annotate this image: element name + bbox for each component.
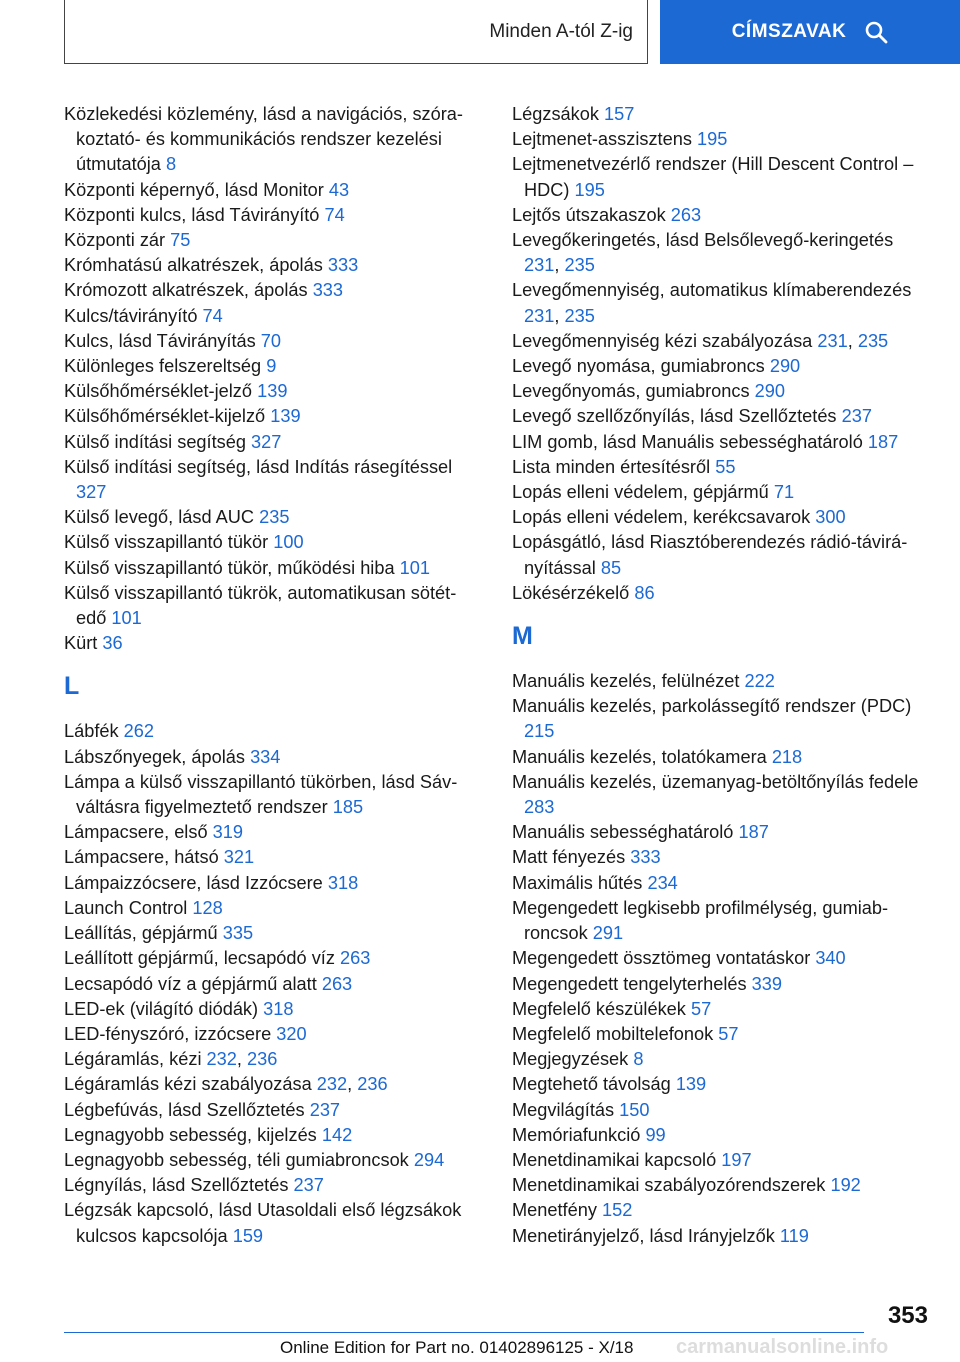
index-entry (512, 530, 932, 580)
index-entry (64, 921, 480, 946)
index-entry (64, 871, 480, 896)
page-link[interactable]: 139 (675, 1074, 707, 1095)
page-link[interactable]: 236 (357, 1074, 388, 1095)
page-link[interactable]: 333 (312, 280, 344, 301)
entry-term: Légáramlás, kézi (64, 1049, 202, 1070)
page-link[interactable]: 320 (276, 1023, 307, 1044)
page-link[interactable]: 263 (670, 204, 702, 225)
page-link[interactable]: 300 (815, 507, 846, 528)
entry-term: Légáramlás kézi szabályozása (64, 1074, 312, 1095)
entry-term: Légnyílás, lásd Szellőztetés (64, 1175, 289, 1196)
entry-term: LED-fényszóró, izzócsere (64, 1023, 272, 1044)
page-number: 353 (887, 1302, 928, 1329)
page-link[interactable]: 195 (574, 179, 605, 200)
index-entry (64, 1148, 480, 1173)
page-link[interactable]: 263 (340, 948, 371, 969)
page-link[interactable]: 290 (769, 356, 801, 377)
page-link[interactable]: 101 (399, 557, 431, 578)
entry-term: Lejtmenetvezérlő rendszer (Hill Descent Control – HDC) (512, 154, 914, 200)
index-entry (64, 896, 480, 921)
entry-term: LED-ek (világító diódák) (64, 998, 259, 1019)
index-entry (512, 669, 932, 694)
entry-term: Külső visszapillantó tükör, működési hiba (64, 557, 395, 578)
page-link[interactable]: 231 (524, 305, 555, 326)
page-link[interactable]: 333 (630, 847, 661, 868)
page-link[interactable]: 235 (564, 255, 595, 276)
entry-term: Megfelelő mobiltelefonok (512, 1023, 714, 1044)
search-icon (864, 20, 888, 44)
entry-term: Krómozott alkatrészek, ápolás (64, 280, 308, 301)
index-entry (512, 1173, 932, 1198)
entry-term: Megvilágítás (512, 1099, 615, 1120)
entry-term: Lejtős útszakaszok (512, 204, 666, 225)
index-entry (512, 845, 932, 870)
page-link[interactable]: 319 (212, 822, 243, 843)
index-entry (512, 997, 932, 1022)
page-link[interactable]: 335 (222, 923, 254, 944)
entry-term: Levegőnyomás, gumiabroncs (512, 381, 750, 402)
index-entry (64, 1173, 480, 1198)
page-link[interactable]: 262 (123, 721, 155, 742)
index-entry (512, 455, 932, 480)
footer-divider (64, 1332, 864, 1333)
index-entry (512, 694, 932, 744)
page-link[interactable]: 263 (321, 973, 353, 994)
entry-term: Légzsákok (512, 104, 599, 124)
index-entry (512, 203, 932, 228)
page-link[interactable]: 195 (697, 129, 728, 150)
index-entry (512, 896, 932, 946)
index-entry (64, 556, 480, 581)
page-link[interactable]: 327 (251, 431, 282, 452)
entry-term: Légzsák kapcsoló, lásd Utasoldali első légzsákok kulcsos kapcsolója (64, 1200, 462, 1246)
section-letter: L (64, 672, 80, 701)
page-link[interactable]: 100 (273, 532, 304, 553)
page-link[interactable]: 71 (773, 482, 795, 503)
page-link[interactable]: 139 (270, 406, 301, 427)
page-link[interactable]: 215 (524, 721, 555, 742)
index-entry (512, 404, 932, 429)
index-entry (64, 1072, 480, 1097)
entry-term: Leállított gépjármű, lecsapódó víz (64, 948, 335, 969)
entry-term: Menetdinamikai szabályozórendszerek (512, 1175, 826, 1196)
entry-term: Külső visszapillantó tükrök, automatikusan sötétedő (64, 582, 457, 629)
page-link[interactable]: 128 (192, 897, 223, 918)
index-entry (64, 354, 480, 379)
page-separator: , (347, 1074, 353, 1095)
page-link[interactable]: 159 (232, 1225, 264, 1246)
index-entry (512, 946, 932, 971)
page-link[interactable]: 294 (413, 1149, 445, 1170)
index-entry (512, 1022, 932, 1047)
entry-term: Külsőhőmérséklet-jelző (64, 381, 253, 402)
index-entry (64, 845, 480, 870)
page-link[interactable]: 333 (327, 255, 359, 276)
index-entry (512, 430, 932, 455)
page-link[interactable]: 85 (600, 557, 622, 578)
page-link[interactable]: 74 (202, 305, 223, 326)
page-separator: , (554, 255, 560, 276)
index-entry (512, 1047, 932, 1072)
entry-term: Lámpacsere, hátsó (64, 847, 219, 868)
entry-term: Lista minden értesítésről (512, 456, 711, 477)
entry-term: Levegőmennyiség, automatikus klímaberendezés (512, 280, 912, 301)
page-link[interactable]: 235 (259, 507, 290, 528)
page-link[interactable]: 55 (715, 456, 736, 477)
page-link[interactable]: 318 (263, 998, 294, 1019)
entry-term: Megfelelő készülékek (512, 998, 686, 1019)
index-entry (512, 820, 932, 845)
index-entry (64, 505, 480, 530)
entry-term: Levegőkeringetés, lásd Belsőlevegő-keringetés (512, 230, 894, 251)
index-entry (64, 745, 480, 770)
page-link[interactable]: 185 (332, 797, 364, 818)
entry-term: Külső indítási segítség (64, 431, 246, 452)
page-link[interactable]: 9 (266, 356, 277, 377)
breadcrumb-label: Minden A-tól Z-ig (489, 20, 633, 42)
page-link[interactable]: 43 (328, 179, 350, 200)
page-link[interactable]: 340 (815, 948, 846, 969)
entry-term: Manuális kezelés, parkolássegítő rendszer (PDC) (512, 696, 912, 717)
page-link[interactable]: 231 (524, 255, 555, 276)
index-entry (64, 178, 480, 203)
entry-term: Leállítás, gépjármű (64, 923, 218, 944)
index-column-right (512, 102, 932, 1249)
entry-term: Kürt (64, 633, 98, 654)
entry-term: Manuális kezelés, tolatókamera (512, 746, 767, 767)
entry-term: Lökésérzékelő (512, 582, 630, 603)
entry-term: Maximális hűtés (512, 872, 643, 893)
index-entry (512, 1098, 932, 1123)
page-link[interactable]: 290 (754, 381, 786, 402)
entry-term: Lecsapódó víz a gépjármű alatt (64, 973, 317, 994)
page-link[interactable]: 235 (857, 330, 889, 351)
page-link[interactable]: 99 (645, 1124, 666, 1145)
page-link[interactable]: 139 (257, 381, 288, 402)
index-entry (512, 1123, 932, 1148)
page-link[interactable]: 283 (524, 797, 555, 818)
page-link[interactable]: 187 (867, 431, 899, 452)
index-entry (512, 354, 932, 379)
entry-term: Közlekedési közlemény, lásd a navigációs, szórakoztató- és kommunikációs rendszer kezelési útmutatója (64, 104, 463, 175)
index-entry (64, 530, 480, 555)
index-entry (64, 770, 480, 820)
index-entry (512, 1224, 932, 1249)
index-entry (512, 581, 932, 606)
page-link[interactable]: 150 (619, 1099, 650, 1120)
page-link[interactable]: 157 (604, 104, 635, 124)
entry-term: Külső indítási segítség, lásd Indítás rásegítéssel (64, 456, 453, 477)
page-link[interactable]: 142 (321, 1124, 353, 1145)
index-entry (64, 719, 480, 744)
page-link[interactable]: 318 (327, 872, 359, 893)
index-entry (512, 770, 932, 820)
page-link[interactable]: 231 (817, 330, 848, 351)
watermark: carmanualsonline.info (676, 1336, 889, 1358)
entry-term: Külsőhőmérséklet-kijelző (64, 406, 266, 427)
entry-term: Legnagyobb sebesség, kijelzés (64, 1124, 317, 1145)
entry-term: Külső levegő, lásd AUC (64, 507, 255, 528)
page-link[interactable]: 222 (744, 671, 775, 692)
page-link[interactable]: 237 (841, 406, 872, 427)
entry-term: Menetdinamikai kapcsoló (512, 1149, 717, 1170)
index-entry (512, 745, 932, 770)
index-entry (512, 871, 932, 896)
edition-note: Online Edition for Part no. 01402896125 - X/18 (280, 1338, 634, 1357)
index-entry (512, 102, 932, 127)
entry-term: Levegő nyomása, gumiabroncs (512, 356, 765, 377)
entry-term: Megengedett össztömeg vontatáskor (512, 948, 811, 969)
entry-term: Kulcs/távirányító (64, 305, 198, 326)
index-entry (64, 430, 480, 455)
entry-term: Központi képernyő, lásd Monitor (64, 179, 324, 200)
page-link[interactable]: 234 (647, 872, 678, 893)
index-entry (64, 253, 480, 278)
page-link[interactable]: 237 (309, 1099, 341, 1120)
index-entry (512, 1148, 932, 1173)
page-link[interactable]: 197 (721, 1149, 752, 1170)
entry-term: Krómhatású alkatrészek, ápolás (64, 255, 323, 276)
index-entry (64, 1123, 480, 1148)
page-link[interactable]: 237 (293, 1175, 324, 1196)
page-link[interactable]: 36 (102, 633, 123, 654)
page-link[interactable]: 235 (564, 305, 595, 326)
index-entry (64, 997, 480, 1022)
index-entry (512, 278, 932, 328)
page-separator: , (236, 1049, 242, 1070)
page-link[interactable]: 236 (247, 1049, 278, 1070)
keyword-index-label: CÍMSZAVAK (731, 21, 847, 42)
page-link[interactable]: 119 (779, 1225, 809, 1246)
entry-term: Legnagyobb sebesség, téli gumiabroncsok (64, 1149, 409, 1170)
entry-term: Memóriafunkció (512, 1124, 641, 1145)
index-entry (64, 228, 480, 253)
page-link[interactable]: 291 (592, 923, 624, 944)
entry-term: Különleges felszereltség (64, 356, 262, 377)
entry-term: Matt fényezés (512, 847, 626, 868)
page-separator: , (554, 305, 560, 326)
index-entry (512, 379, 932, 404)
entry-term: Megjegyzések (512, 1049, 629, 1070)
index-entry (64, 1098, 480, 1123)
entry-term: Megengedett legkisebb profilmélység, gumiabroncsok (512, 897, 889, 944)
entry-term: Levegő szellőzőnyílás, lásd Szellőztetés (512, 406, 837, 427)
index-entry (512, 228, 932, 278)
index-column-left (64, 102, 480, 1249)
index-entry (64, 820, 480, 845)
entry-term: Megtehető távolság (512, 1074, 671, 1095)
page-link[interactable]: 339 (751, 973, 783, 994)
index-entry (64, 379, 480, 404)
index-entry (512, 329, 932, 354)
entry-term: Központi zár (64, 230, 166, 251)
section-letter: M (512, 622, 533, 651)
index-entry (512, 1198, 932, 1223)
page-link[interactable]: 152 (602, 1200, 633, 1221)
page-link[interactable]: 232 (206, 1049, 237, 1070)
index-entry (64, 278, 480, 303)
entry-term: Központi kulcs, lásd Távirányító (64, 204, 320, 225)
index-entry (64, 304, 480, 329)
page-link[interactable]: 101 (111, 608, 142, 629)
index-entry (512, 127, 932, 152)
page-link[interactable]: 334 (250, 746, 281, 767)
page-link[interactable]: 218 (771, 746, 803, 767)
entry-term: Levegőmennyiség kézi szabályozása (512, 330, 813, 351)
entry-term: LIM gomb, lásd Manuális sebességhatároló (512, 431, 863, 452)
page-link[interactable]: 232 (316, 1074, 348, 1095)
index-entry (64, 404, 480, 429)
entry-term: Külső visszapillantó tükör (64, 532, 269, 553)
entry-term: Lábszőnyegek, ápolás (64, 746, 245, 767)
page-link[interactable]: 75 (170, 230, 191, 251)
entry-term: Manuális kezelés, üzemanyag-betöltőnyílás fedele (512, 771, 919, 792)
entry-term: Menetirányjelző, lásd Irányjelzők (512, 1225, 775, 1246)
index-entry (64, 455, 480, 505)
page-separator: , (847, 330, 853, 351)
index-entry (64, 972, 480, 997)
index-entry (64, 946, 480, 971)
entry-term: Lámpa a külső visszapillantó tükörben, lásd Sávváltásra figyelmeztető rendszer (64, 771, 458, 818)
index-entry (64, 631, 480, 656)
index-entry (512, 972, 932, 997)
page-link[interactable]: 57 (718, 1023, 739, 1044)
entry-term: Manuális kezelés, felülnézet (512, 671, 740, 692)
entry-term: Megengedett tengelyterhelés (512, 973, 747, 994)
entry-term: Lopásgátló, lásd Riasztóberendezés rádió-távirányítással (512, 532, 908, 578)
entry-term: Lejtmenet-asszisztens (512, 129, 692, 150)
entry-term: Légbefúvás, lásd Szellőztetés (64, 1099, 305, 1120)
entry-term: Lámpaizzócsere, lásd Izzócsere (64, 872, 323, 893)
page-link[interactable]: 187 (738, 822, 769, 843)
entry-term: Lopás elleni védelem, gépjármű (512, 482, 769, 503)
index-entry (512, 1072, 932, 1097)
index-entry (64, 1022, 480, 1047)
index-entry (512, 152, 932, 202)
breadcrumb (64, 0, 648, 64)
index-entry (512, 480, 932, 505)
index-entry (64, 329, 480, 354)
page-link[interactable]: 57 (690, 998, 712, 1019)
index-entry (64, 1198, 480, 1248)
entry-term: Menetfény (512, 1200, 597, 1221)
index-entry (64, 1047, 480, 1072)
entry-term: Lámpacsere, első (64, 822, 208, 843)
page-link[interactable]: 321 (223, 847, 255, 868)
page-link[interactable]: 70 (260, 330, 282, 351)
entry-term: Launch Control (64, 897, 188, 918)
page-link[interactable]: 327 (76, 482, 107, 503)
keyword-index-button[interactable] (660, 0, 960, 64)
index-entry (512, 505, 932, 530)
page-link[interactable]: 192 (830, 1175, 861, 1196)
entry-term: Lopás elleni védelem, kerékcsavarok (512, 507, 811, 528)
entry-term: Kulcs, lásd Távirányítás (64, 330, 256, 351)
entry-term: Lábfék (64, 721, 119, 742)
page-link[interactable]: 8 (633, 1049, 644, 1070)
index-entry (64, 581, 480, 631)
page-link[interactable]: 74 (324, 204, 345, 225)
entry-term: Manuális sebességhatároló (512, 822, 734, 843)
index-entry (64, 102, 480, 178)
index-entry (64, 203, 480, 228)
page-link[interactable]: 86 (634, 582, 655, 603)
page-link[interactable]: 8 (166, 154, 177, 175)
